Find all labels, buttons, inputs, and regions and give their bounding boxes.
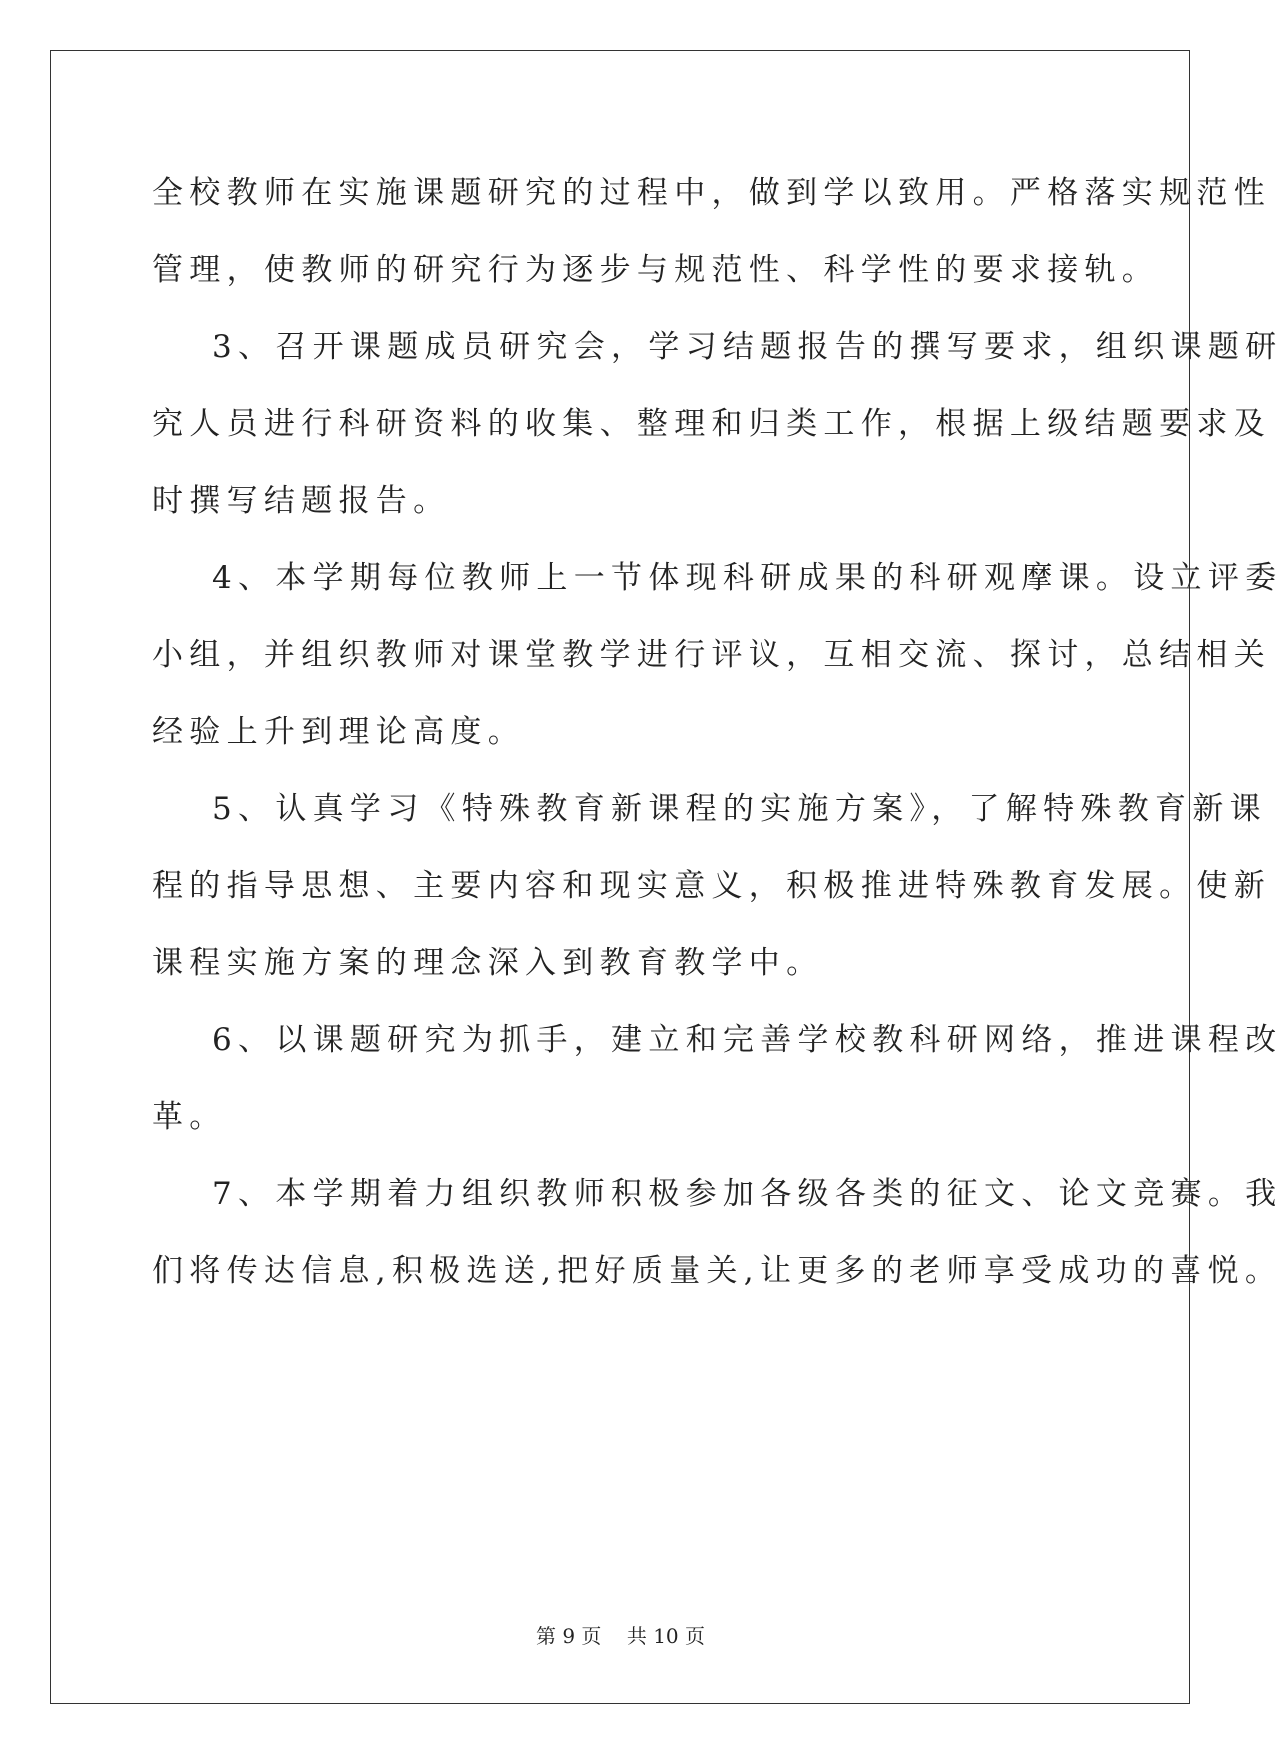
text-line: 小组，并组织教师对课堂教学进行评议，互相交流、探讨，总结相关 [152, 637, 1271, 673]
list-item-7-line: 7、本学期着力组织教师积极参加各级各类的征文、论文竞赛。我 [212, 1176, 1282, 1212]
text-line: 革。 [152, 1099, 227, 1135]
text-line: 课程实施方案的理念深入到教育教学中。 [152, 945, 824, 981]
text-line: 们将传达信息,积极选送,把好质量关,让更多的老师享受成功的喜悦。 [152, 1253, 1282, 1289]
list-item-3-line: 3、召开课题成员研究会，学习结题报告的撰写要求，组织课题研 [212, 329, 1282, 365]
text-line: 全校教师在实施课题研究的过程中，做到学以致用。严格落实规范性 [152, 175, 1271, 211]
text-line: 经验上升到理论高度。 [152, 714, 525, 750]
text-line: 管理，使教师的研究行为逐步与规范性、科学性的要求接轨。 [152, 252, 1160, 288]
list-item-4-line: 4、本学期每位教师上一节体现科研成果的科研观摩课。设立评委 [212, 560, 1282, 596]
text-line: 时撰写结题报告。 [152, 483, 451, 519]
page-number: 第 9 页 共 10 页 [535, 1624, 706, 1648]
list-item-5-line: 5、认真学习《特殊教育新课程的实施方案》，了解特殊教育新课 [212, 791, 1267, 827]
text-line: 程的指导思想、主要内容和现实意义，积极推进特殊教育发展。使新 [152, 868, 1271, 904]
text-line: 究人员进行科研资料的收集、整理和归类工作，根据上级结题要求及 [152, 406, 1271, 442]
list-item-6-line: 6、以课题研究为抓手，建立和完善学校教科研网络，推进课程改 [212, 1022, 1282, 1058]
document-body [152, 155, 1282, 1310]
